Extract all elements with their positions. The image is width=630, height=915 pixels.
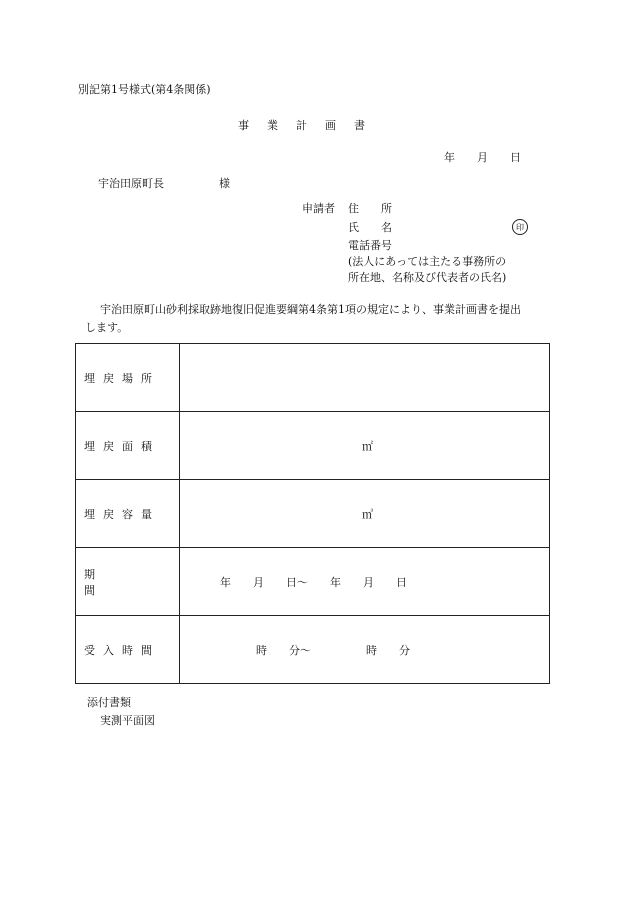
body-text-line1: 宇治田原町山砂利採取跡地復旧促進要綱第4条第1項の規定により、事業計画書を提出 [100,303,521,316]
table-row [76,548,550,616]
addressee: 宇治田原町長 様 [98,177,230,190]
row-value-period [180,548,550,616]
seal-mark: 印 [512,219,528,235]
name-label: 氏 名 [348,221,392,234]
row-value-text: 年 月 日〜 年 月 日 [220,575,407,589]
attachments-heading: 添付書類 [87,696,131,709]
corporate-note-line1: (法人にあっては主たる事務所の [348,255,507,268]
table-row [76,480,550,548]
applicant-label: 申請者 [302,202,335,215]
row-value-volume [180,480,550,548]
table-row [76,412,550,480]
row-value-text: ㎡ [362,439,373,453]
attachment-item: 実測平面図 [100,714,155,727]
phone-label: 電話番号 [348,239,392,252]
row-label-period: 期間 [76,548,180,616]
form-reference: 別記第1号様式(第4条関係) [78,83,211,96]
row-label-area: 埋戻面積 [76,412,180,480]
table-row [76,344,550,412]
corporate-note-line2: 所在地、名称及び代表者の氏名) [348,271,507,284]
row-label-location: 埋戻場所 [76,344,180,412]
date-line: 年 月 日 [444,151,521,164]
table-row [76,616,550,684]
document-title: 事業計画書 [238,119,383,132]
row-value-text: ㎥ [362,507,373,521]
body-text-line2: します。 [85,321,129,334]
row-label-volume: 埋戻容量 [76,480,180,548]
row-value-location [180,344,550,412]
plan-table [75,343,550,684]
row-value-text: 時 分〜 時 分 [256,643,410,657]
row-label-hours: 受入時間 [76,616,180,684]
row-value-hours [180,616,550,684]
address-label: 住 所 [348,202,392,215]
row-value-area [180,412,550,480]
